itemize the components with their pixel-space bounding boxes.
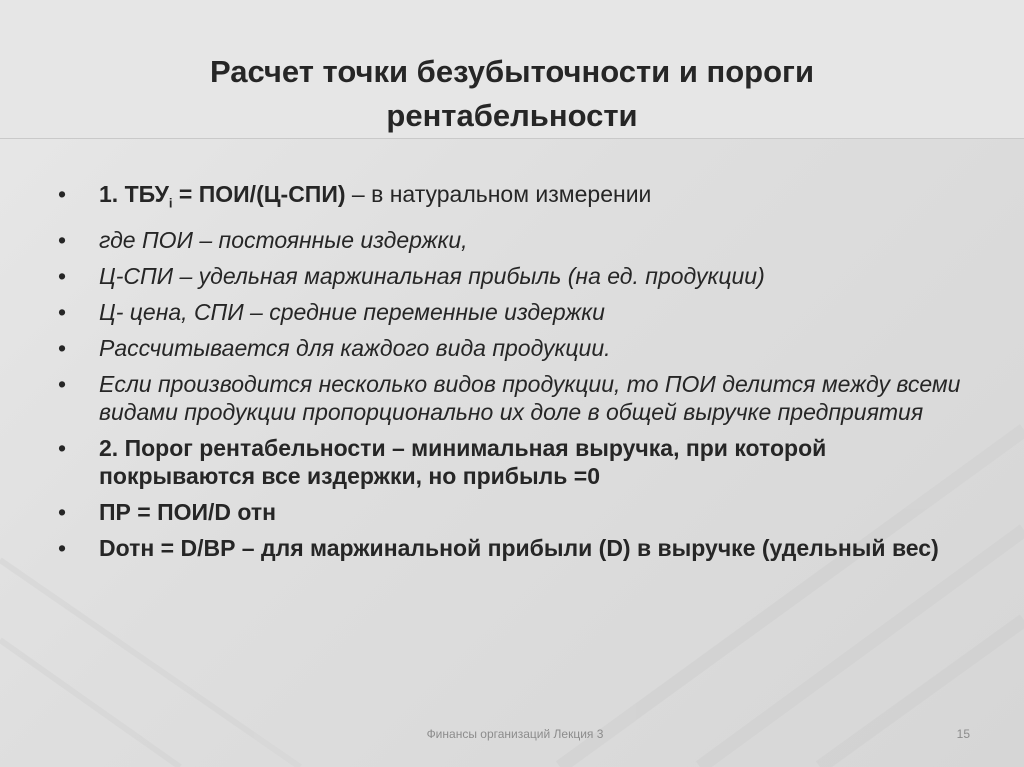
bullet-per-product: • Рассчитывается для каждого вида продукции. xyxy=(58,334,978,362)
bullet-pr-formula: • ПР = ПОИ/D отн xyxy=(58,498,978,526)
bullet-multiple-products: • Если производится несколько видов продукции, то ПОИ делится между всеми видами продукции пропорционально их доле в общей выручке предприятия xyxy=(58,370,978,426)
tbu-description: – в натуральном измерении xyxy=(345,181,652,207)
tbu-subscript: i xyxy=(168,195,173,211)
tbu-label: 1. ТБУ xyxy=(99,181,169,207)
slide-title: Расчет точки безубыточности и пороги рентабельности xyxy=(209,54,815,133)
bullet-price-definition: • Ц- цена, СПИ – средние переменные издержки xyxy=(58,298,978,326)
bullet-list xyxy=(58,180,978,570)
bullet-dotn-formula: • Dотн = D/ВР – для маржинальной прибыли (D) в выручке (удельный вес) xyxy=(58,534,978,562)
tbu-formula: = ПОИ/(Ц-СПИ) xyxy=(172,181,346,207)
page-number: 15 xyxy=(956,727,970,741)
slide-footer: Финансы организаций Лекция 3 xyxy=(426,727,604,741)
bullet-tbu-formula xyxy=(58,180,978,218)
bullet-margin-definition: • Ц-СПИ – удельная маржинальная прибыль (на ед. продукции) xyxy=(58,262,978,290)
bullet-profitability-threshold: • 2. Порог рентабельности – минимальная выручка, при которой покрываются все издержки, но прибыль =0 xyxy=(58,434,978,490)
bullet-poi-definition: • где ПОИ – постоянные издержки, xyxy=(58,226,978,254)
